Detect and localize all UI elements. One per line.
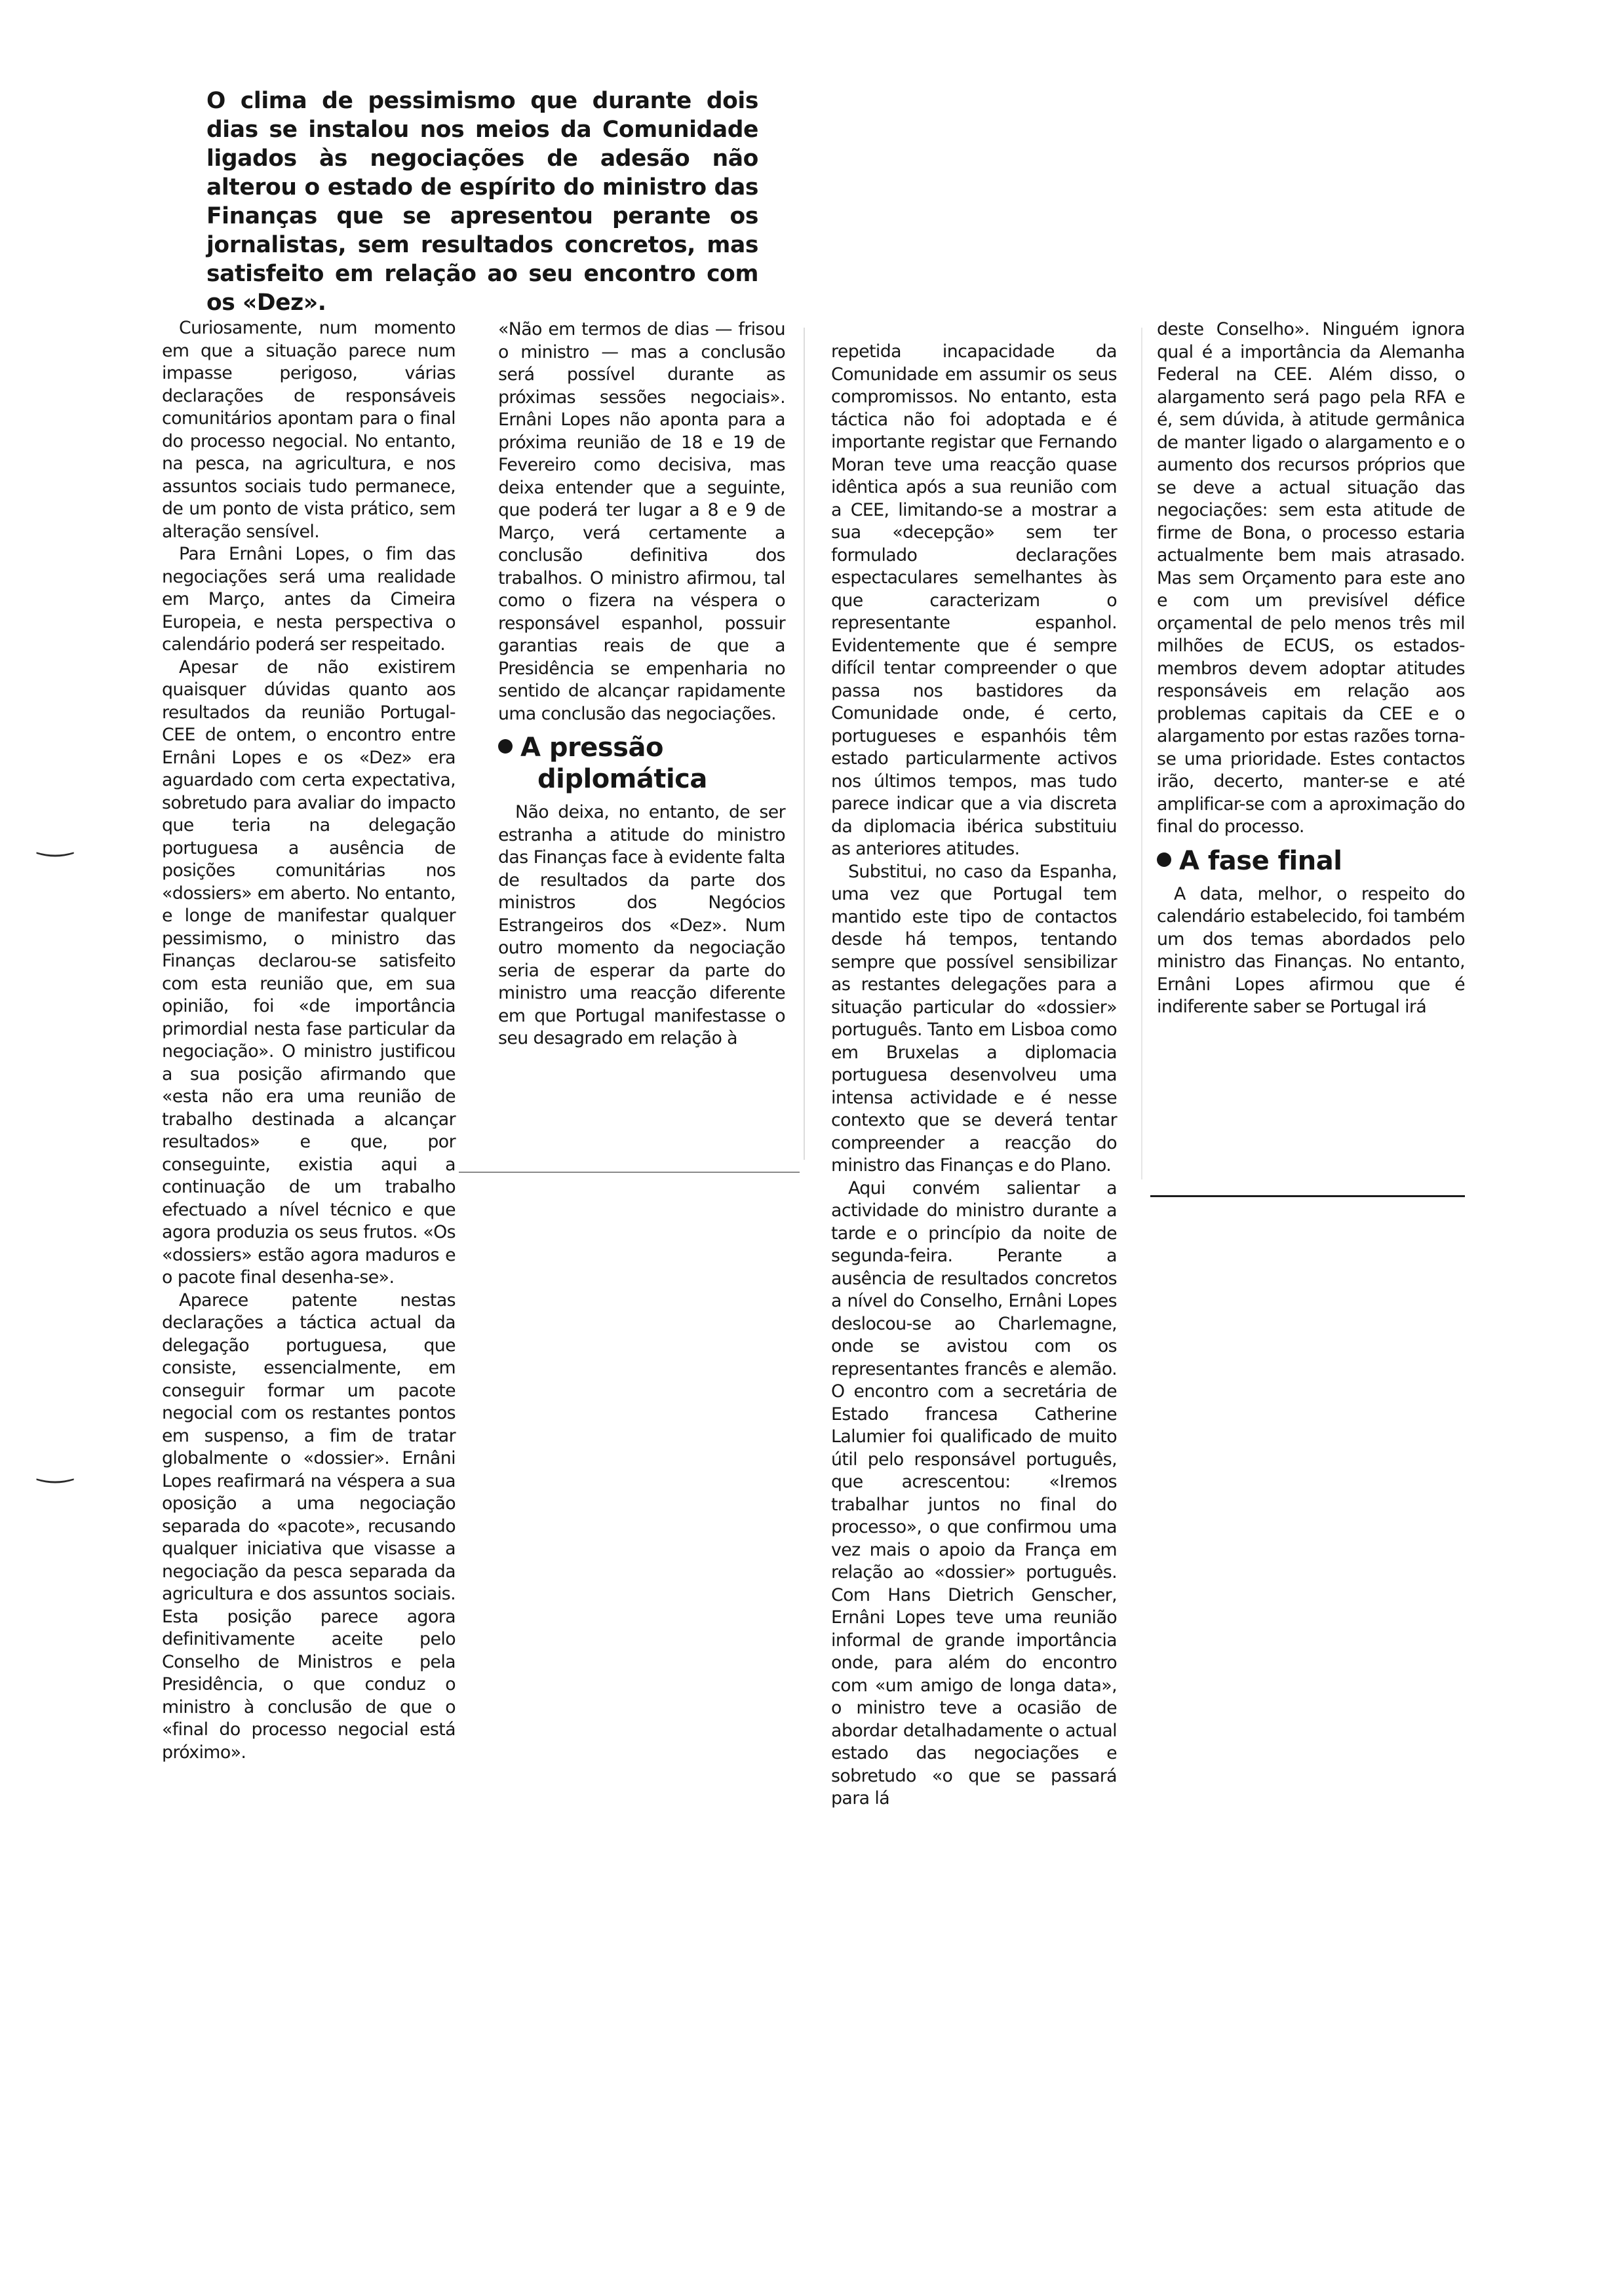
lede-text: O clima de pessimismo que durante dois dias se instalou nos meios da Comunidade ligados às negociações de adesão não alterou o estado de espírito do ministro das Finanças que se apresentou perante os jornalistas, sem resultados concretos, mas satisfeito em relação ao seu encontro com os «Dez». [206, 88, 758, 316]
paragraph: Aqui convém salientar a actividade do ministro durante a tarde e o princípio da noite de segunda-feira. Perante a ausência de resultados concretos a nível do Conselho, Ernâni Lopes deslocou-se ao Charlemagne, onde se avistou com os representantes francês e alemão. O encontro com a secretária de Estado francesa Catherine Lalumier foi qualificado de muito útil pelo responsável português, que acrescentou: «Iremos trabalhar juntos no final do processo», o que confirmou uma vez mais o apoio da França em relação ao «dossier» português. Com Hans Dietrich Genscher, Ernâni Lopes teve uma reunião informal de grande importância onde, para além do encontro com «um amigo de longa data», o ministro teve a ocasião de abordar detalhadamente o actual estado das negociações e sobretudo «o que se passará para lá [831, 1177, 1117, 1808]
article-column-2 [498, 318, 785, 1050]
paragraph: Substitui, no caso da Espanha, uma vez que Portugal tem mantido este tipo de contactos desde há tempos, tentando sempre que possível sensibilizar as restantes delegações para a situação particular do «dossier» português. Tanto em Lisboa como em Bruxelas a diplomacia portuguesa desenvolveu uma intensa actividade e é nesse contexto que se deverá tentar compreender a reacção do ministro das Finanças e do Plano. [831, 861, 1117, 1176]
paragraph: Não deixa, no entanto, de ser estranha a atitude do ministro das Finanças face à evidente falta de resultados da parte dos ministros dos Negócios Estrangeiros dos «Dez». Num outro momento da negociação seria de esperar da parte do ministro uma reacção diferente em que Portugal manifestasse o seu desagrado em relação à [498, 802, 785, 1048]
paragraph: Apesar de não existirem quaisquer dúvidas quanto aos resultados da reunião Portugal-CEE de ontem, o encontro entre Ernâni Lopes e os «Dez» era aguardado com certa expectativa, sobretudo para avaliar do impacto que teria na delegação portuguesa a ausência de posições comunitárias nos «dossiers» em aberto. No entanto, e longe de manifestar qualquer pessimismo, o ministro das Finanças declarou-se satisfeito com esta reunião que, em sua opinião, foi «de importância primordial nesta fase particular da negociação». O ministro justificou a sua posição afirmando que «esta não era uma reunião de trabalho destinada a alcançar resultados» e que, por conseguinte, existia aqui a continuação de um trabalho efectuado a nível técnico e que agora produzia os seus frutos. «Os «dossiers» estão agora maduros e o pacote final desenha-se». [162, 657, 456, 1288]
paragraph: Curiosamente, num momento em que a situação parece num impasse perigoso, várias declarações de responsáveis comunitários apontam para o final do processo negocial. No entanto, na pesca, na agricultura, e nos assuntos sociais tudo permanece, de um ponto de vista prático, sem alteração sensível. [162, 318, 456, 542]
column-separator [804, 328, 805, 1160]
column-end-rule [1150, 1195, 1465, 1197]
subheading-a-pressao-diplomatica [498, 732, 785, 795]
subheading-line-2: diplomática [537, 764, 707, 794]
punch-hole-mark: ‿ [38, 827, 72, 857]
column-separator [1141, 328, 1142, 1179]
paragraph: repetida incapacidade da Comunidade em assumir os seus compromissos. No entanto, esta táctica não foi adoptada e é importante registar que Fernando Moran teve uma reacção quase idêntica após a sua reunião com a CEE, limitando-se a mostrar a sua «decepção» sem ter formulado declarações espectaculares semelhantes às que caracterizam o representante espanhol. Evidentemente que é sempre difícil tentar compreender o que passa nos bastidores da Comunidade onde, é certo, portugueses e espanhóis têm estado particularmente activos nos últimos tempos, mas tudo parece indicar que a via discreta da diplomacia ibérica substituiu as anteriores atitudes. [831, 341, 1117, 859]
bullet-icon [1157, 852, 1171, 867]
bullet-icon [498, 739, 513, 754]
article-lede [206, 86, 758, 317]
subheading-a-fase-final [1157, 845, 1465, 877]
paragraph: Para Ernâni Lopes, o fim das negociações será uma realidade em Março, antes da Cimeira Europeia, e nesta perspectiva o calendário poderá ser respeitado. [162, 544, 456, 655]
paragraph: deste Conselho». Ninguém ignora qual é a importância da Alemanha Federal na CEE. Além disso, o alargamento será pago pela RFA e é, sem dúvida, à atitude germânica de manter ligado o alargamento e o aumento dos recursos próprios que se deve a actual situação das negociações: sem esta atitude de firme de Bona, o processo estaria actualmente bem mais atrasado. Mas sem Orçamento para este ano e com um previsível défice orçamental de pelo menos três mil milhões de ECUS, os estados-membros devem adoptar atitudes responsáveis em relação aos problemas capitais da CEE e o alargamento por estas razões torna-se uma prioridade. Estes contactos irão, decerto, manter-se e até amplificar-se com a aproximação do final do processo. [1157, 319, 1465, 837]
article-column-3 [831, 341, 1117, 1810]
subheading-text: A fase final [1179, 845, 1342, 876]
paragraph: A data, melhor, o respeito do calendário estabelecido, foi também um dos temas abordados pelo ministro das Finanças. No entanto, Ernâni Lopes afirmou que é indiferente saber se Portugal irá [1157, 883, 1465, 1017]
paragraph: «Não em termos de dias — frisou o ministro — mas a conclusão será possível durante as próximas sessões negociais». Ernâni Lopes não aponta para a próxima reunião de 18 e 19 de Fevereiro como decisiva, mas deixa entender que a seguinte, que poderá ter lugar a 8 e 9 de Março, verá certamente a conclusão definitiva dos trabalhos. O ministro afirmou, tal como o fizera na véspera o responsável espanhol, possuir garantias reais de que a Presidência se empenharia no sentido de alcançar rapidamente uma conclusão das negociações. [498, 319, 785, 724]
paragraph: Aparece patente nestas declarações a táctica actual da delegação portuguesa, que consiste, essencialmente, em conseguir formar um pacote negocial com os restantes pontos em suspenso, a fim de tratar globalmente o «dossier». Ernâni Lopes reafirmará na véspera a sua oposição a uma negociação separada do «pacote», recusando qualquer iniciativa que visasse a negociação da pesca separada da agricultura e dos assuntos sociais. Esta posição parece agora definitivamente aceite pelo Conselho de Ministros e pela Presidência, o que conduz o ministro à conclusão de que o «final do processo negocial está próximo». [162, 1290, 456, 1763]
column-end-rule [459, 1172, 800, 1173]
punch-hole-mark: ‿ [38, 1453, 72, 1483]
article-column-1 [162, 317, 456, 1764]
subheading-line-1: A pressão [520, 733, 663, 763]
article-column-4 [1157, 318, 1465, 1019]
